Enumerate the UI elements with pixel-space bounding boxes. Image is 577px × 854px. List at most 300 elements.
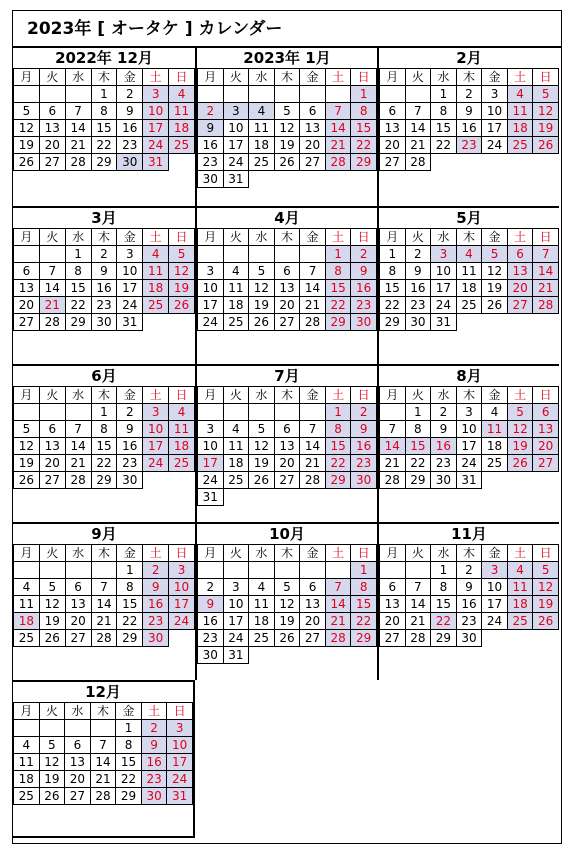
month-table xyxy=(13,68,195,171)
day-cell: 19 xyxy=(169,280,195,297)
day-cell: 16 xyxy=(431,438,457,455)
day-cell: 19 xyxy=(274,613,300,630)
day-cell: 8 xyxy=(325,421,351,438)
day-cell: 12 xyxy=(14,120,40,137)
day-cell: 9 xyxy=(198,120,224,137)
day-cell: 27 xyxy=(507,297,533,314)
day-cell: 22 xyxy=(431,137,457,154)
day-cell: 12 xyxy=(274,596,300,613)
blank-cell xyxy=(39,404,65,421)
weekday-header: 月 xyxy=(198,69,224,86)
day-cell: 18 xyxy=(249,613,275,630)
day-cell: 26 xyxy=(533,613,559,630)
day-cell: 22 xyxy=(325,455,351,472)
week-row xyxy=(198,154,377,171)
month-block xyxy=(13,206,195,364)
day-cell: 22 xyxy=(116,771,142,788)
day-cell: 14 xyxy=(405,596,431,613)
day-cell: 4 xyxy=(507,86,533,103)
blank-cell xyxy=(14,720,40,737)
blank-cell xyxy=(300,86,326,103)
day-cell: 5 xyxy=(169,246,195,263)
month-block xyxy=(377,206,559,364)
weekday-header-row xyxy=(14,387,195,404)
day-cell: 8 xyxy=(351,579,377,596)
day-cell: 8 xyxy=(117,579,143,596)
week-row xyxy=(198,137,377,154)
week-row xyxy=(14,613,195,630)
month-table xyxy=(13,702,193,805)
month-table xyxy=(13,228,195,331)
day-cell: 15 xyxy=(431,120,457,137)
day-cell: 30 xyxy=(141,788,167,805)
day-cell: 13 xyxy=(39,120,65,137)
day-cell: 11 xyxy=(482,421,508,438)
blank-cell xyxy=(300,562,326,579)
week-row xyxy=(380,280,559,297)
day-cell: 2 xyxy=(456,562,482,579)
blank-cell xyxy=(300,171,326,188)
day-cell: 24 xyxy=(223,154,249,171)
day-cell: 1 xyxy=(65,246,91,263)
blank-cell xyxy=(274,86,300,103)
weekday-header: 金 xyxy=(300,229,326,246)
week-row xyxy=(14,737,193,754)
weekday-header: 月 xyxy=(198,387,224,404)
blank-cell xyxy=(91,562,117,579)
day-cell: 22 xyxy=(325,297,351,314)
day-cell: 31 xyxy=(456,472,482,489)
blank-cell xyxy=(223,246,249,263)
weekday-header: 火 xyxy=(405,387,431,404)
month-block xyxy=(377,522,559,680)
day-cell: 11 xyxy=(14,754,40,771)
day-cell: 25 xyxy=(482,455,508,472)
day-cell: 5 xyxy=(507,404,533,421)
day-cell: 10 xyxy=(456,421,482,438)
weekday-header: 金 xyxy=(482,69,508,86)
day-cell: 6 xyxy=(274,263,300,280)
day-cell: 13 xyxy=(300,120,326,137)
weekday-header: 日 xyxy=(169,387,195,404)
blank-cell xyxy=(533,314,559,331)
day-cell: 22 xyxy=(405,455,431,472)
week-row xyxy=(14,280,195,297)
week-row xyxy=(380,438,559,455)
blank-cell xyxy=(249,562,275,579)
day-cell: 11 xyxy=(169,103,195,120)
day-cell: 7 xyxy=(405,579,431,596)
weekday-header: 火 xyxy=(223,387,249,404)
day-cell: 13 xyxy=(14,280,40,297)
day-cell: 23 xyxy=(143,613,169,630)
blank-cell xyxy=(325,86,351,103)
day-cell: 25 xyxy=(169,137,195,154)
weekday-header: 土 xyxy=(325,545,351,562)
day-cell: 11 xyxy=(507,579,533,596)
day-cell: 16 xyxy=(141,754,167,771)
day-cell: 5 xyxy=(249,263,275,280)
blank-cell xyxy=(249,246,275,263)
day-cell: 25 xyxy=(456,297,482,314)
day-cell: 6 xyxy=(65,579,91,596)
day-cell: 22 xyxy=(431,613,457,630)
day-cell: 9 xyxy=(431,421,457,438)
day-cell: 24 xyxy=(117,297,143,314)
week-row xyxy=(14,154,195,171)
month-block xyxy=(195,364,377,522)
day-cell: 21 xyxy=(300,297,326,314)
weekday-header: 土 xyxy=(507,69,533,86)
blank-cell xyxy=(325,489,351,506)
day-cell: 27 xyxy=(274,314,300,331)
blank-cell xyxy=(169,314,195,331)
day-cell: 10 xyxy=(117,263,143,280)
day-cell: 7 xyxy=(300,263,326,280)
day-cell: 28 xyxy=(39,314,65,331)
day-cell: 24 xyxy=(169,613,195,630)
blank-cell xyxy=(351,647,377,664)
blank-cell xyxy=(482,472,508,489)
day-cell: 20 xyxy=(300,137,326,154)
day-cell: 22 xyxy=(380,297,406,314)
blank-cell xyxy=(482,314,508,331)
day-cell: 10 xyxy=(169,579,195,596)
day-cell: 18 xyxy=(249,137,275,154)
day-cell: 10 xyxy=(482,579,508,596)
weekday-header-row xyxy=(198,229,377,246)
week-row xyxy=(14,314,195,331)
day-cell: 21 xyxy=(90,771,116,788)
day-cell: 11 xyxy=(456,263,482,280)
blank-cell xyxy=(300,404,326,421)
day-cell: 3 xyxy=(198,263,224,280)
blank-cell xyxy=(300,246,326,263)
day-cell: 12 xyxy=(482,263,508,280)
day-cell: 27 xyxy=(65,788,91,805)
day-cell: 12 xyxy=(274,120,300,137)
weekday-header: 日 xyxy=(351,69,377,86)
blank-cell xyxy=(39,246,65,263)
week-row xyxy=(14,246,195,263)
day-cell: 19 xyxy=(482,280,508,297)
day-cell: 30 xyxy=(198,171,224,188)
day-cell: 15 xyxy=(117,596,143,613)
weekday-header: 月 xyxy=(14,545,40,562)
day-cell: 17 xyxy=(198,455,224,472)
blank-cell xyxy=(198,86,224,103)
week-row xyxy=(14,472,195,489)
day-cell: 29 xyxy=(405,472,431,489)
day-cell: 26 xyxy=(482,297,508,314)
weekday-header: 土 xyxy=(143,69,169,86)
day-cell: 10 xyxy=(198,280,224,297)
weekday-header: 月 xyxy=(380,387,406,404)
day-cell: 25 xyxy=(249,154,275,171)
weekday-header: 木 xyxy=(91,229,117,246)
day-cell: 23 xyxy=(351,297,377,314)
blank-cell xyxy=(14,562,40,579)
day-cell: 4 xyxy=(223,263,249,280)
week-row xyxy=(198,103,377,120)
day-cell: 21 xyxy=(325,613,351,630)
day-cell: 24 xyxy=(223,630,249,647)
weekday-header: 水 xyxy=(65,229,91,246)
day-cell: 19 xyxy=(39,613,65,630)
day-cell: 12 xyxy=(14,438,40,455)
day-cell: 5 xyxy=(482,246,508,263)
day-cell: 8 xyxy=(431,579,457,596)
day-cell: 22 xyxy=(351,613,377,630)
day-cell: 15 xyxy=(405,438,431,455)
weekday-header: 日 xyxy=(533,387,559,404)
day-cell: 1 xyxy=(117,562,143,579)
day-cell: 14 xyxy=(380,438,406,455)
day-cell: 3 xyxy=(223,103,249,120)
weekday-header: 木 xyxy=(90,703,116,720)
day-cell: 21 xyxy=(325,137,351,154)
weekday-header: 木 xyxy=(91,69,117,86)
day-cell: 26 xyxy=(39,630,65,647)
day-cell: 4 xyxy=(169,404,195,421)
day-cell: 29 xyxy=(325,314,351,331)
day-cell: 25 xyxy=(14,788,40,805)
blank-cell xyxy=(249,404,275,421)
day-cell: 24 xyxy=(143,455,169,472)
weekday-header: 木 xyxy=(456,545,482,562)
day-cell: 5 xyxy=(533,86,559,103)
week-row xyxy=(198,613,377,630)
day-cell: 10 xyxy=(223,120,249,137)
weekday-header-row xyxy=(14,229,195,246)
day-cell: 13 xyxy=(274,438,300,455)
blank-cell xyxy=(169,630,195,647)
day-cell: 16 xyxy=(117,438,143,455)
weekday-header: 木 xyxy=(274,69,300,86)
week-row xyxy=(14,103,195,120)
blank-cell xyxy=(274,562,300,579)
week-row xyxy=(380,137,559,154)
day-cell: 4 xyxy=(14,737,40,754)
day-cell: 27 xyxy=(39,472,65,489)
day-cell: 2 xyxy=(405,246,431,263)
month-block xyxy=(195,206,377,364)
day-cell: 15 xyxy=(91,438,117,455)
day-cell: 2 xyxy=(198,579,224,596)
day-cell: 30 xyxy=(405,314,431,331)
day-cell: 15 xyxy=(351,120,377,137)
day-cell: 12 xyxy=(533,103,559,120)
day-cell: 4 xyxy=(14,579,40,596)
blank-cell xyxy=(39,86,65,103)
day-cell: 28 xyxy=(90,788,116,805)
day-cell: 24 xyxy=(456,455,482,472)
day-cell: 22 xyxy=(351,137,377,154)
weekday-header: 火 xyxy=(223,69,249,86)
blank-cell xyxy=(405,86,431,103)
weekday-header: 火 xyxy=(39,703,65,720)
week-row xyxy=(198,596,377,613)
day-cell: 11 xyxy=(507,103,533,120)
day-cell: 3 xyxy=(456,404,482,421)
blank-cell xyxy=(300,489,326,506)
weekday-header: 火 xyxy=(405,545,431,562)
weekday-header-row xyxy=(198,545,377,562)
week-row xyxy=(380,120,559,137)
day-cell: 16 xyxy=(143,596,169,613)
day-cell: 17 xyxy=(431,280,457,297)
day-cell: 9 xyxy=(91,263,117,280)
day-cell: 13 xyxy=(39,438,65,455)
week-row xyxy=(380,154,559,171)
day-cell: 30 xyxy=(198,647,224,664)
day-cell: 8 xyxy=(431,103,457,120)
day-cell: 13 xyxy=(507,263,533,280)
day-cell: 1 xyxy=(91,86,117,103)
day-cell: 7 xyxy=(325,103,351,120)
day-cell: 9 xyxy=(456,579,482,596)
week-row xyxy=(380,472,559,489)
day-cell: 16 xyxy=(91,280,117,297)
day-cell: 13 xyxy=(274,280,300,297)
month-title: 8月 xyxy=(456,367,482,385)
day-cell: 1 xyxy=(405,404,431,421)
blank-cell xyxy=(533,154,559,171)
day-cell: 3 xyxy=(223,579,249,596)
day-cell: 13 xyxy=(300,596,326,613)
day-cell: 17 xyxy=(198,297,224,314)
day-cell: 8 xyxy=(65,263,91,280)
day-cell: 8 xyxy=(116,737,142,754)
weekday-header: 水 xyxy=(249,69,275,86)
month-table xyxy=(379,544,559,647)
week-row xyxy=(198,297,377,314)
day-cell: 25 xyxy=(223,472,249,489)
day-cell: 23 xyxy=(351,455,377,472)
day-cell: 17 xyxy=(117,280,143,297)
day-cell: 3 xyxy=(167,720,193,737)
weekday-header: 火 xyxy=(39,69,65,86)
day-cell: 22 xyxy=(65,297,91,314)
day-cell: 9 xyxy=(456,103,482,120)
day-cell: 2 xyxy=(141,720,167,737)
weekday-header-row xyxy=(380,545,559,562)
blank-cell xyxy=(274,404,300,421)
day-cell: 15 xyxy=(431,596,457,613)
weekday-header: 土 xyxy=(143,387,169,404)
day-cell: 2 xyxy=(351,404,377,421)
day-cell: 8 xyxy=(405,421,431,438)
day-cell: 13 xyxy=(65,754,91,771)
blank-cell xyxy=(325,562,351,579)
day-cell: 7 xyxy=(300,421,326,438)
day-cell: 1 xyxy=(325,246,351,263)
day-cell: 18 xyxy=(169,438,195,455)
day-cell: 19 xyxy=(533,120,559,137)
weekday-header: 火 xyxy=(405,69,431,86)
weekday-header: 月 xyxy=(380,545,406,562)
weekday-header: 木 xyxy=(456,229,482,246)
day-cell: 7 xyxy=(91,579,117,596)
day-cell: 5 xyxy=(14,421,40,438)
week-row xyxy=(198,404,377,421)
day-cell: 6 xyxy=(39,421,65,438)
day-cell: 17 xyxy=(167,754,193,771)
day-cell: 16 xyxy=(198,137,224,154)
day-cell: 20 xyxy=(274,455,300,472)
week-row xyxy=(380,630,559,647)
week-row xyxy=(14,771,193,788)
month-table xyxy=(379,68,559,171)
month-title: 11月 xyxy=(451,525,487,543)
day-cell: 13 xyxy=(533,421,559,438)
month-title: 5月 xyxy=(456,209,482,227)
week-row xyxy=(198,455,377,472)
day-cell: 21 xyxy=(405,613,431,630)
day-cell: 26 xyxy=(249,472,275,489)
day-cell: 23 xyxy=(117,137,143,154)
weekday-header: 土 xyxy=(325,387,351,404)
weekday-header: 土 xyxy=(143,545,169,562)
week-row xyxy=(14,297,195,314)
day-cell: 17 xyxy=(143,120,169,137)
blank-cell xyxy=(482,630,508,647)
weekday-header: 土 xyxy=(325,229,351,246)
day-cell: 16 xyxy=(117,120,143,137)
day-cell: 29 xyxy=(325,472,351,489)
day-cell: 24 xyxy=(198,472,224,489)
weekday-header: 月 xyxy=(14,69,40,86)
day-cell: 21 xyxy=(65,455,91,472)
day-cell: 1 xyxy=(325,404,351,421)
day-cell: 19 xyxy=(274,137,300,154)
day-cell: 17 xyxy=(482,596,508,613)
day-cell: 20 xyxy=(65,771,91,788)
weekday-header: 日 xyxy=(533,69,559,86)
day-cell: 26 xyxy=(507,455,533,472)
day-cell: 24 xyxy=(167,771,193,788)
weekday-header: 木 xyxy=(274,229,300,246)
month-title: 4月 xyxy=(274,209,300,227)
blank-cell xyxy=(169,154,195,171)
day-cell: 30 xyxy=(91,314,117,331)
day-cell: 23 xyxy=(405,297,431,314)
month-block xyxy=(13,680,195,838)
weekday-header: 水 xyxy=(431,229,457,246)
weekday-header: 水 xyxy=(65,545,91,562)
weekday-header: 水 xyxy=(249,229,275,246)
day-cell: 4 xyxy=(223,421,249,438)
day-cell: 26 xyxy=(274,154,300,171)
day-cell: 9 xyxy=(117,421,143,438)
week-row xyxy=(380,421,559,438)
weekday-header: 日 xyxy=(351,229,377,246)
week-row xyxy=(14,137,195,154)
weekday-header: 火 xyxy=(405,229,431,246)
day-cell: 24 xyxy=(482,137,508,154)
weekday-header: 土 xyxy=(507,229,533,246)
day-cell: 12 xyxy=(169,263,195,280)
week-row xyxy=(198,630,377,647)
day-cell: 18 xyxy=(456,280,482,297)
blank-cell xyxy=(14,246,40,263)
week-row xyxy=(198,489,377,506)
day-cell: 18 xyxy=(14,771,40,788)
day-cell: 11 xyxy=(143,263,169,280)
day-cell: 27 xyxy=(65,630,91,647)
day-cell: 30 xyxy=(143,630,169,647)
day-cell: 9 xyxy=(198,596,224,613)
